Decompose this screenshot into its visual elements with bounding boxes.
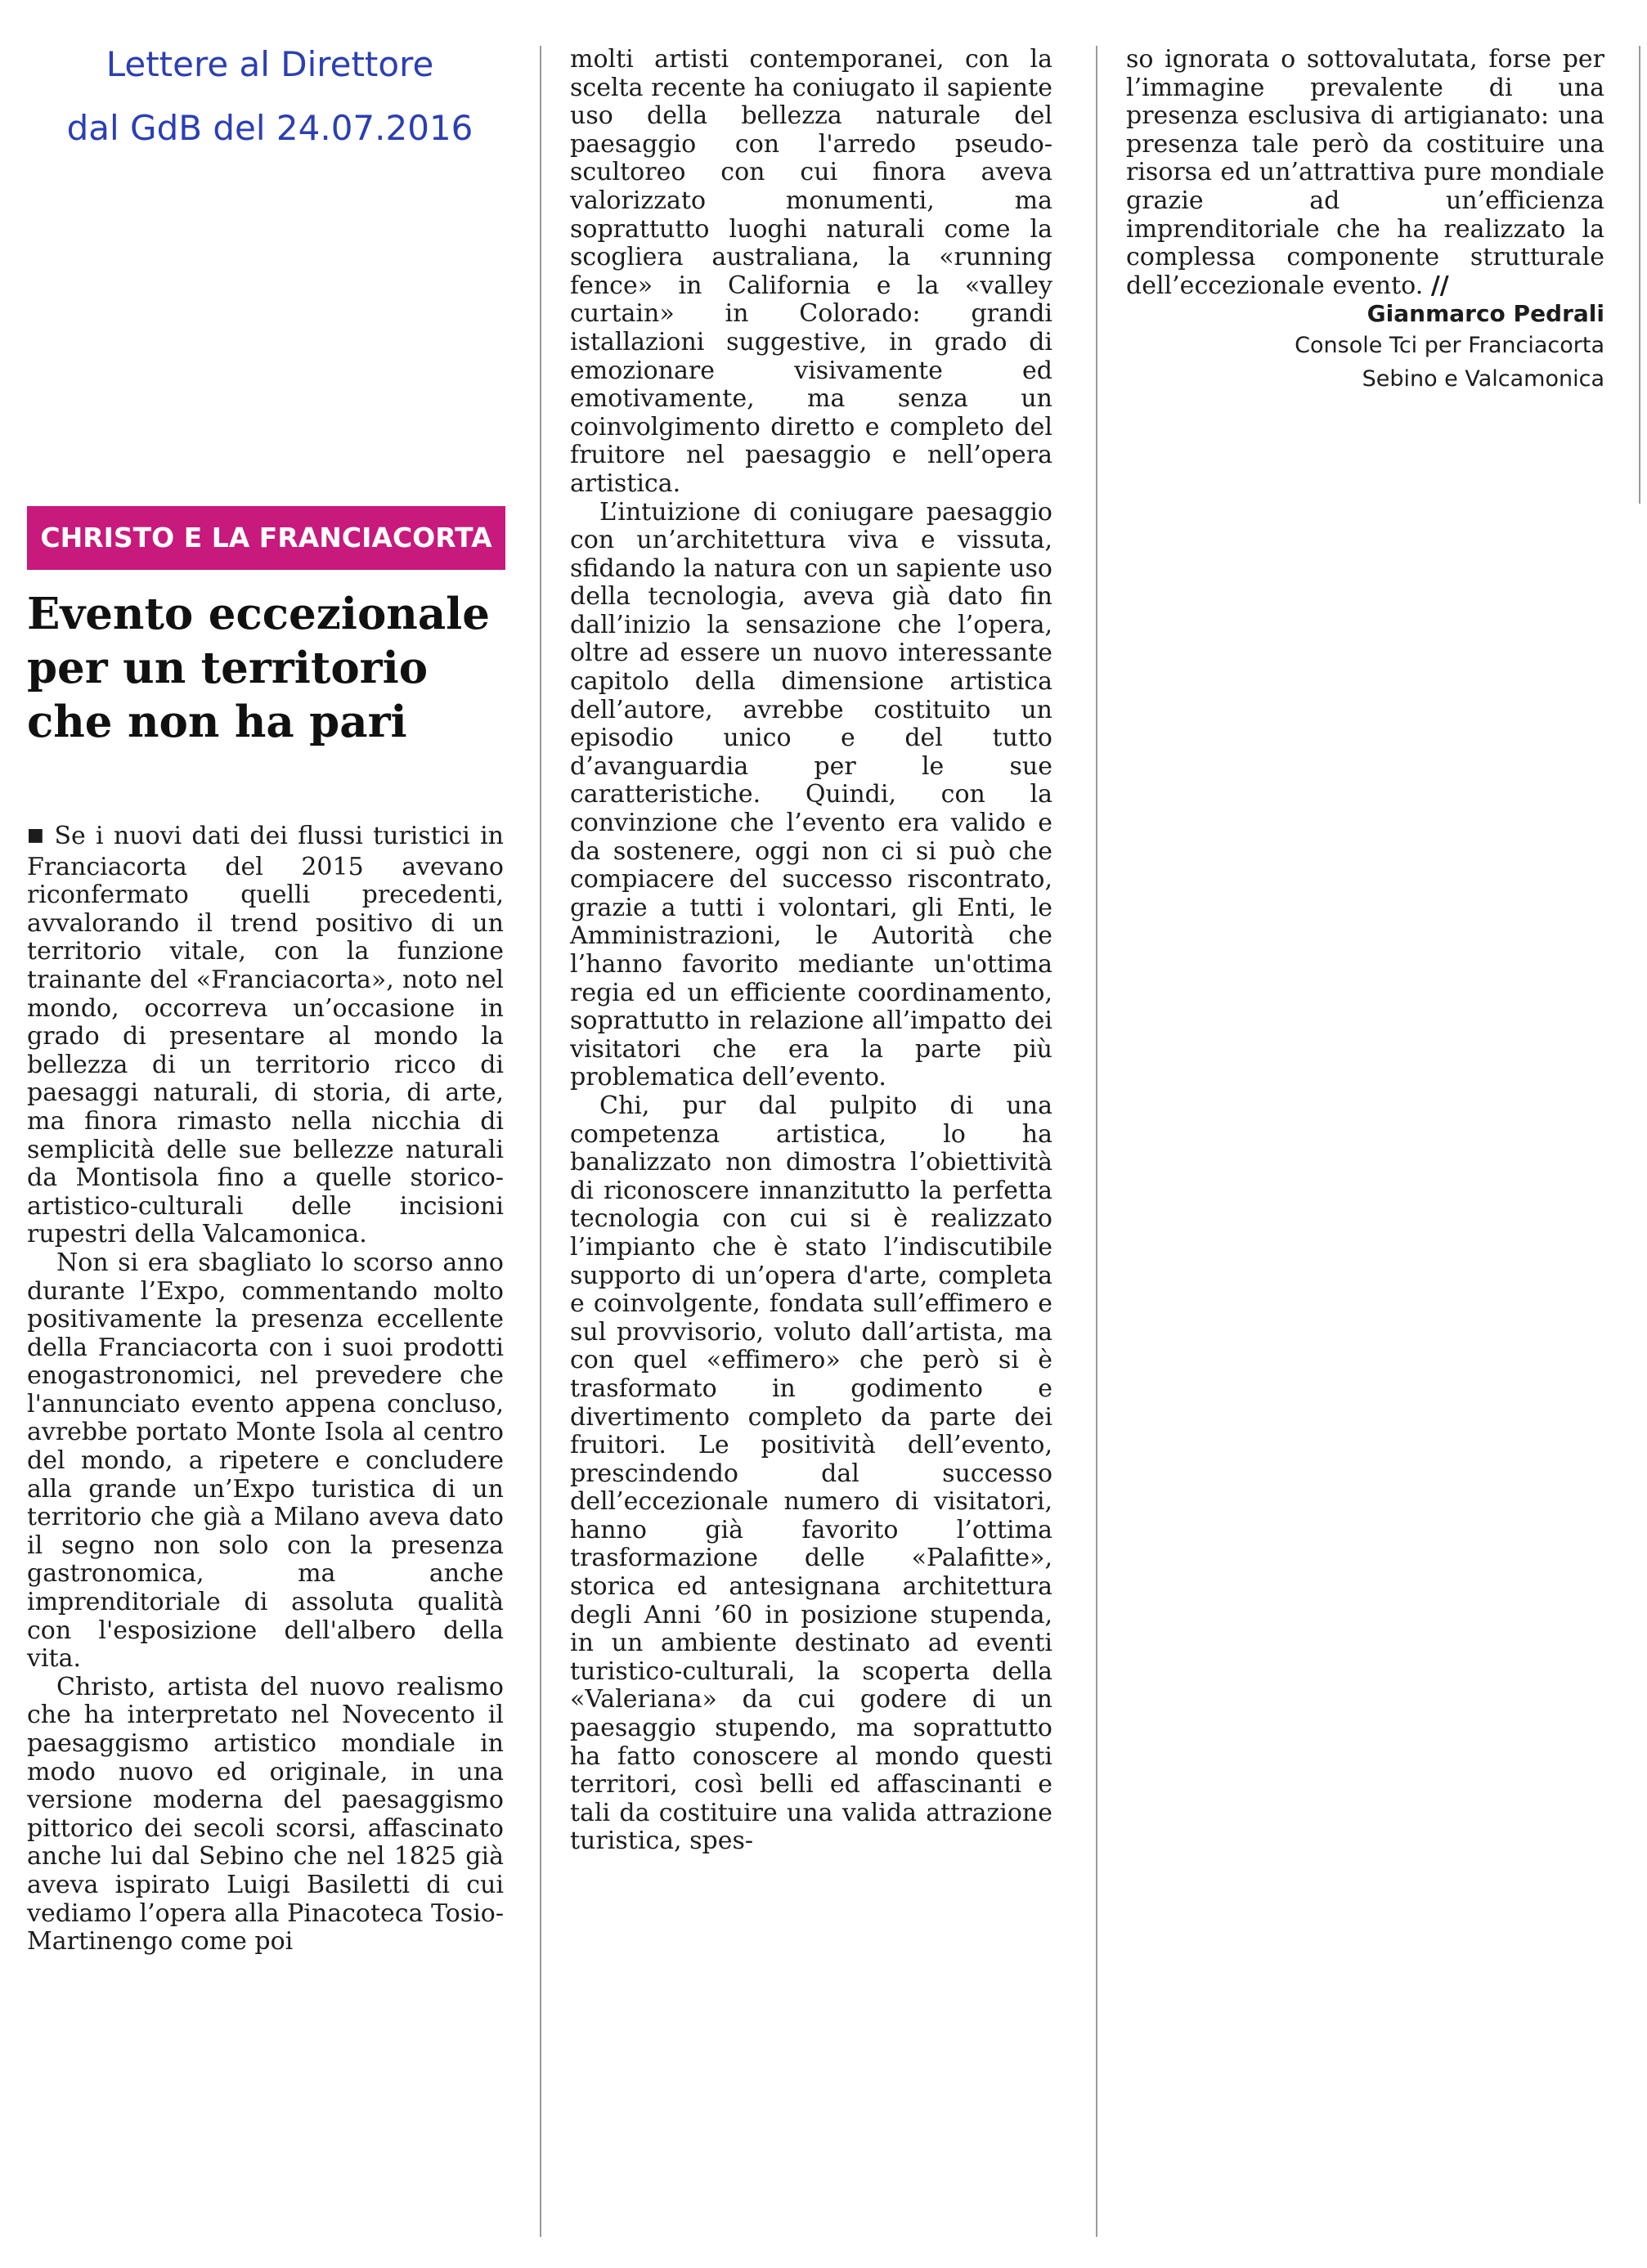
paragraph: ■ Se i nuovi dati dei flussi turistici in Franciacorta del 2015 avevano riconfermato quelli precedenti, avvalorando il trend positivo di un territorio vitale, con la funzione trainante del «Franciacorta», noto nel mondo, occorreva un’occasione in grado di presentare al mondo la bellezza di un territorio ricco di paesaggi naturali, di storia, di arte, ma finora rimasto nella nicchia di semplicità delle sue bellezze naturali da Montisola fino a quelle storico-artistico-culturali delle incisioni rupestri della Valcamonica. (27, 822, 504, 1249)
column-divider-3 (1639, 46, 1640, 504)
author-name: Gianmarco Pedrali (1367, 300, 1604, 328)
headline-line-3: che non ha pari (27, 697, 407, 747)
article-headline (27, 587, 518, 749)
article-column-2 (570, 46, 1052, 1856)
author-role-line-2: Sebino e Valcamonica (1362, 365, 1604, 392)
section-header (33, 33, 507, 160)
paragraph: molti artisti contemporanei, con la scelta recente ha coniugato il sapiente uso della bellezza naturale del paesaggio con l'arredo pseudo-scultoreo con cui finora aveva valorizzato monumenti, ma soprattutto luoghi naturali come la scogliera australiana, la «running fence» in California e la «valley curtain» in Colorado: grandi istallazioni suggestive, in grado di emozionare visivamente ed emotivamente, ma senza un coinvolgimento diretto e completo del fruitore nel paesaggio e nell’opera artistica. (570, 45, 1052, 498)
kicker-label: CHRISTO E LA FRANCIACORTA (27, 506, 505, 570)
paragraph: Chi, pur dal pulpito di una competenza artistica, lo ha banalizzato non dimostra l’obiettività di riconoscere innanzitutto la perfetta tecnologia con cui si è realizzato l’impianto che è stato l’indiscutibile supporto di un’opera d'arte, completa e coinvolgente, fondata sull’effimero e sul provvisorio, voluto dall’artista, ma con quel «effimero» che però si è trasformato in godimento e divertimento completo da parte dei fruitori. Le positività dell’evento, prescindendo dal successo dell’eccezionale numero di visitatori, hanno già favorito l’ottima trasformazione delle «Palafitte», storica ed antesignana architettura degli Anni ’60 in posizione stupenda, in un ambiente destinato ad eventi turistico-culturali, la scoperta della «Valeriana» da cui godere di un paesaggio stupendo, ma soprattutto ha fatto conoscere al mondo questi territori, così belli ed affascinanti e tali da costituire una valida attrazione turistica, spes- (570, 1091, 1052, 1856)
paragraph: L’intuizione di coniugare paesaggio con un’architettura viva e vissuta, sfidando la natura con un sapiente uso della tecnologia, aveva già dato fin dall’inizio la sensazione che l’opera, oltre ad essere un nuovo interessante capitolo della dimensione artistica dell’autore, avrebbe costituito un episodio unico e del tutto d’avanguardia per le sue caratteristiche. Quindi, con la convinzione che l’evento era valido e da sostenere, oggi non ci si può che compiacere del successo riscontrato, grazie a tutti i volontari, gli Enti, le Amministrazioni, le Autorità che l’hanno favorito mediante un'ottima regia ed un efficiente coordinamento, soprattutto in relazione all’impatto dei visitatori che era la parte più problematica dell’evento. (570, 497, 1052, 1092)
paragraph: Non si era sbagliato lo scorso anno durante l’Expo, commentando molto positivamente la presenza eccellente della Franciacorta con i suoi prodotti enogastronomici, nel prevedere che l'annunciato evento appena concluso, avrebbe portato Monte Isola al centro del mondo, a ripetere e concludere alla grande un’Expo turistica di un territorio che già a Milano aveva dato il segno non solo con la presenza gastronomica, ma anche imprenditoriale di assoluta qualità con l'esposizione dell'albero della vita. (27, 1248, 504, 1674)
article-column-3 (1126, 46, 1604, 396)
square-bullet-icon: ■ (27, 825, 47, 845)
header-line-2: dal GdB del 24.07.2016 (66, 108, 473, 148)
end-mark: // (1430, 271, 1449, 300)
header-line-1: Lettere al Direttore (105, 44, 434, 84)
article-column-1 (27, 822, 504, 1956)
headline-line-2: per un territorio (27, 643, 429, 693)
column-divider-2 (1096, 46, 1097, 2237)
paragraph: Christo, artista del nuovo realismo che ha interpretato nel Novecento il paesaggismo artistico mondiale in modo nuovo ed originale, in una versione moderna del paesaggismo pittorico dei secoli scorsi, affascinato anche lui dal Sebino che nel 1825 già aveva ispirato Luigi Basiletti di cui vediamo l’opera alla Pinacoteca Tosio-Martinengo come poi (27, 1672, 504, 1956)
headline-line-1: Evento eccezionale (27, 589, 491, 639)
paragraph: so ignorata o sottovalutata, forse per l’immagine prevalente di una presenza esclusiva di artigianato: una presenza tale però da costituire una risorsa ed un’attrattiva pure mondiale grazie ad un’efficienza imprenditoriale che ha realizzato la complessa componente strutturale dell’eccezionale evento. // (1126, 45, 1604, 300)
column-divider-1 (540, 46, 541, 2237)
author-role-line-1: Console Tci per Franciacorta (1295, 332, 1604, 358)
